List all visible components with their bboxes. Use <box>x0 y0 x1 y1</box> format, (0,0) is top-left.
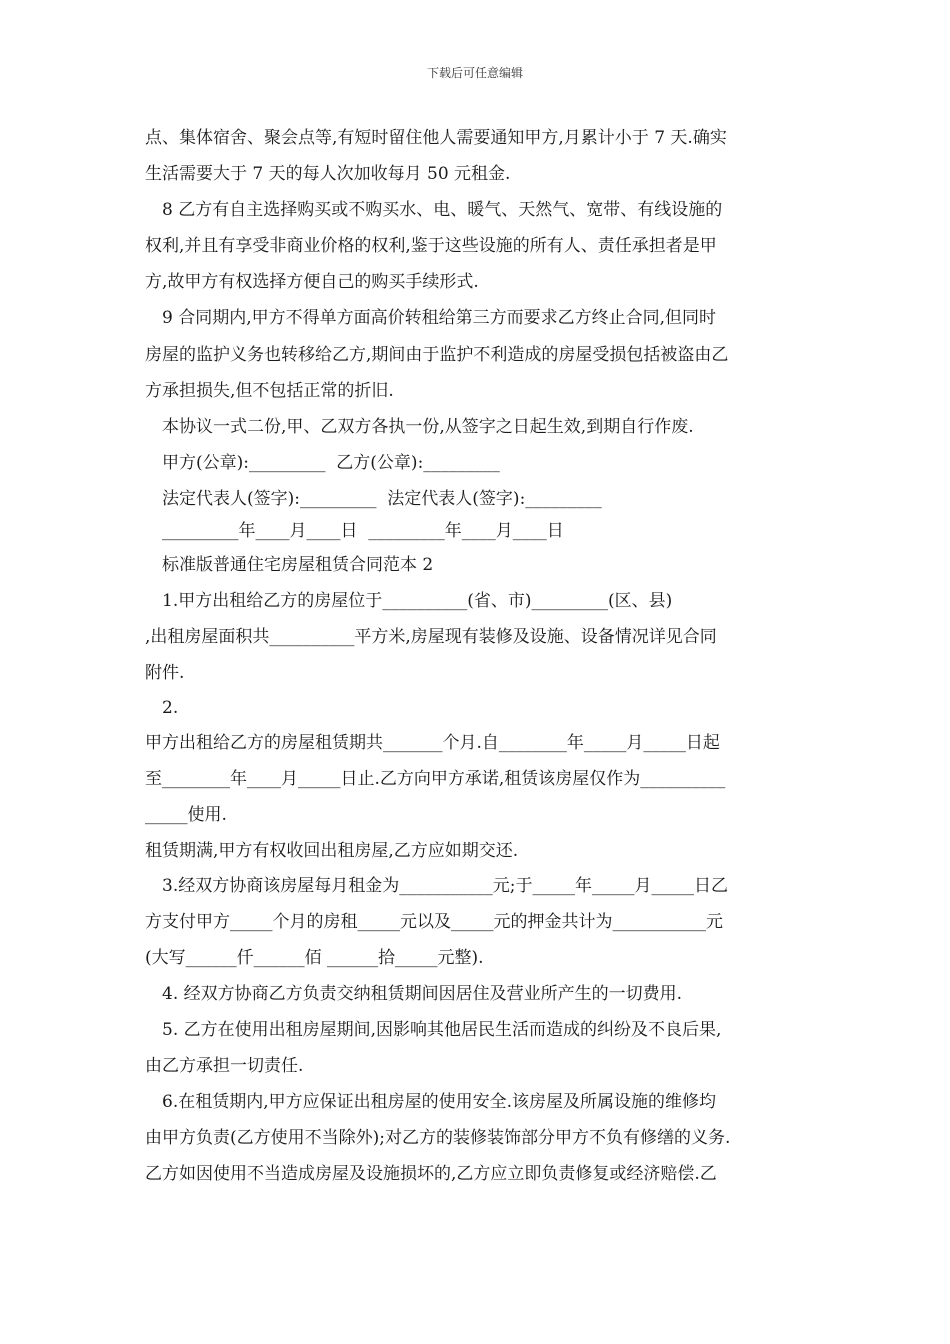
text-line: 2. <box>162 698 179 718</box>
signature-line: 甲方(公章):_________ 乙方(公章):_________ <box>162 453 500 473</box>
text-line: 3.经双方协商该房屋每月租金为___________元;于_____年_____月_____日乙 <box>162 876 728 896</box>
text-line: 1.甲方出租给乙方的房屋位于__________(省、市)_________(区、县) <box>162 591 673 611</box>
text-line: 生活需要大于 7 天的每人次加收每月 50 元租金. <box>145 164 511 184</box>
text-line: 方,故甲方有权选择方便自己的购买手续形式. <box>145 272 479 292</box>
text-line: 附件. <box>145 663 185 683</box>
text-line: 4. 经双方协商乙方负责交纳租赁期间因居住及营业所产生的一切费用. <box>162 984 683 1004</box>
text-line: 租赁期满,甲方有权收回出租房屋,乙方应如期交还. <box>145 841 519 861</box>
text-line: 本协议一式二份,甲、乙双方各执一份,从签字之日起生效,到期自行作废. <box>162 417 694 437</box>
text-line: 甲方出租给乙方的房屋租赁期共_______个月.自________年_____月_____日起 <box>145 733 720 753</box>
text-line: _____使用. <box>145 805 227 825</box>
text-line: 9 合同期内,甲方不得单方面高价转租给第三方而要求乙方终止合同,但同时 <box>162 308 717 328</box>
signature-line: 法定代表人(签字):_________ 法定代表人(签字):_________ <box>162 489 602 509</box>
date-line: _________年____月____日 _________年____月____日 <box>162 521 564 541</box>
text-line: 点、集体宿舍、聚会点等,有短时留住他人需要通知甲方,月累计小于 7 天.确实 <box>145 128 727 148</box>
text-line: 方支付甲方_____个月的房租_____元以及_____元的押金共计为___________元 <box>145 912 723 932</box>
text-line: 由乙方承担一切责任. <box>145 1056 304 1076</box>
text-line: (大写______仟______佰 ______拾_____元整). <box>145 948 484 968</box>
text-line: 权利,并且有享受非商业价格的权利,鉴于这些设施的所有人、责任承担者是甲 <box>145 236 717 256</box>
text-line: 5. 乙方在使用出租房屋期间,因影响其他居民生活而造成的纠纷及不良后果, <box>162 1020 722 1040</box>
text-line: 房屋的监护义务也转移给乙方,期间由于监护不利造成的房屋受损包括被盗由乙 <box>145 345 729 365</box>
section-title: 标准版普通住宅房屋租赁合同范本 2 <box>162 555 434 575</box>
text-line: 至________年____月_____日止.乙方向甲方承诺,租赁该房屋仅作为__________ <box>145 769 726 789</box>
page-header: 下载后可任意编辑 <box>426 66 523 80</box>
text-line: 由甲方负责(乙方使用不当除外);对乙方的装修装饰部分甲方不负有修缮的义务. <box>145 1128 731 1148</box>
text-line: 6.在租赁期内,甲方应保证出租房屋的使用安全.该房屋及所属设施的维修均 <box>162 1092 717 1112</box>
text-line: 方承担损失,但不包括正常的折旧. <box>145 381 394 401</box>
text-line: ,出租房屋面积共__________平方米,房屋现有装修及设施、设备情况详见合同 <box>145 627 717 647</box>
text-line: 乙方如因使用不当造成房屋及设施损坏的,乙方应立即负责修复或经济赔偿.乙 <box>145 1164 717 1184</box>
text-line: 8 乙方有自主选择购买或不购买水、电、暖气、天然气、宽带、有线设施的 <box>162 200 723 220</box>
